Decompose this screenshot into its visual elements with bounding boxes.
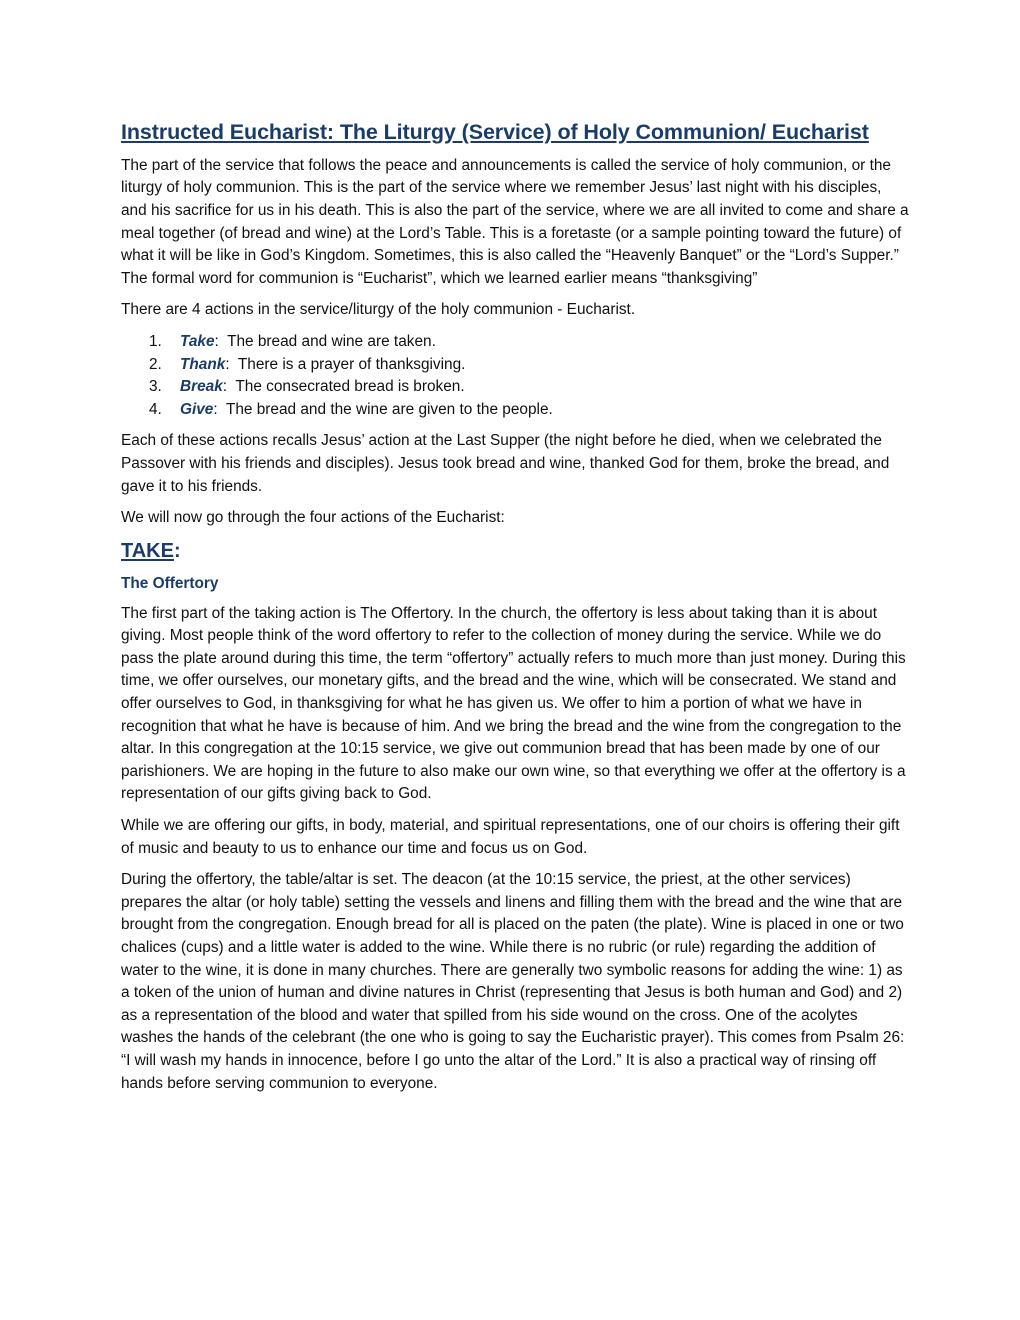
action-separator: : — [214, 332, 228, 350]
list-item — [121, 376, 911, 399]
list-item-number: 4. — [149, 400, 162, 418]
action-text: The bread and the wine are given to the people. — [225, 400, 553, 418]
choir-paragraph: While we are offering our gifts, in body, material, and spiritual representations, one of our choirs is offering their gift of music and beauty to us to enhance our time and focus us on God. — [121, 817, 900, 857]
list-item — [121, 331, 911, 354]
action-term: Thank — [180, 355, 226, 373]
intro-paragraph: The part of the service that follows the peace and announcements is called the service of holy communion, or the liturgy of holy communion. This is the part of the service where we remember Jesus’ last night with his disciples, and his sacrifice for us in his death. This is also the part of the service, where we are all invited to come and share a meal together (of bread and wine) at the Lord’s Table. This is a foretaste (or a sample pointing toward the future) of what it will be like in God’s Kingdom. Sometimes, this is also called the “Heavenly Banquet” or the “Lord’s Supper.” The formal word for communion is “Eucharist”, which we learned earlier means “thanksgiving” — [121, 156, 909, 287]
offertory-paragraph: The first part of the taking action is The Offertory. In the church, the offertory is less about taking than it is about giving. Most people think of the word offertory to refer to the collection of money during the service. While we do pass the plate around during this time, the term “offertory” actually refers to much more than just money. During this time, we offer ourselves, our monetary gifts, and the bread and the wine, which will be consecrated. We stand and offer ourselves to God, in thanksgiving for what he has given us. We offer to him a portion of what we have in recognition that what he have is because of him. And we bring the bread and the wine from the congregation to the altar. In this congregation at the 10:15 service, we give out communion bread that has been made by one of our parishioners. We are hoping in the future to also make our own wine, so that everything we offer at the offertory is a representation of our gifts giving back to God. — [121, 604, 906, 803]
action-separator: : — [222, 378, 236, 396]
list-item-number: 3. — [149, 378, 162, 396]
list-item — [121, 354, 911, 377]
altar-paragraph: During the offertory, the table/altar is set. The deacon (at the 10:15 service, the priest, at the other services) prepares the altar (or holy table) setting the vessels and linens and filling them with the bread and the wine that are brought from the congregation. Enough bread for all is placed on the paten (the plate). Wine is placed in one or two chalices (cups) and a little water is added to the wine. While there is no rubric (or rule) regarding the addition of water to the wine, it is done in many churches. There are generally two symbolic reasons for adding the wine: 1) as a token of the union of human and divine natures in Christ (representing that Jesus is both human and God) and 2) as a representation of the blood and water that spilled from his side wound on the cross. One of the acolytes washes the hands of the celebrant (the one who is going to say the Eucharistic prayer). This comes from Psalm 26: “I will wash my hands in innocence, before I go unto the altar of the Lord.” It is also a practical way of rinsing off hands before serving communion to everyone. — [121, 871, 905, 1092]
actions-list — [121, 331, 911, 421]
action-term: Break — [180, 378, 223, 396]
action-separator: : — [225, 355, 238, 373]
action-text: There is a prayer of thanksgiving. — [237, 355, 466, 373]
section-heading-suffix: : — [173, 539, 181, 562]
document-page — [121, 120, 911, 1104]
action-term: Give — [180, 400, 214, 418]
section-heading-word: TAKE — [121, 539, 174, 562]
list-item-number: 1. — [149, 332, 162, 350]
action-term: Take — [180, 332, 215, 350]
last-supper-paragraph: Each of these actions recalls Jesus’ action at the Last Supper (the night before he died, when we celebrated the Passover with his friends and disciples). Jesus took bread and wine, thanked God for them, broke the bread, and gave it to his friends. — [121, 432, 890, 495]
subheading: The Offertory — [121, 574, 219, 592]
list-item-number: 2. — [149, 355, 162, 373]
actions-intro-paragraph: There are 4 actions in the service/liturgy of the holy communion - Eucharist. — [121, 301, 636, 319]
section-heading — [121, 539, 911, 563]
document-title: Instructed Eucharist: The Liturgy (Service) of Holy Communion/ Eucharist — [121, 120, 869, 144]
action-separator: : — [213, 400, 226, 418]
transition-paragraph: We will now go through the four actions of the Eucharist: — [121, 509, 505, 527]
action-text: The consecrated bread is broken. — [235, 378, 465, 396]
action-text: The bread and wine are taken. — [227, 332, 436, 350]
list-item — [121, 399, 911, 422]
